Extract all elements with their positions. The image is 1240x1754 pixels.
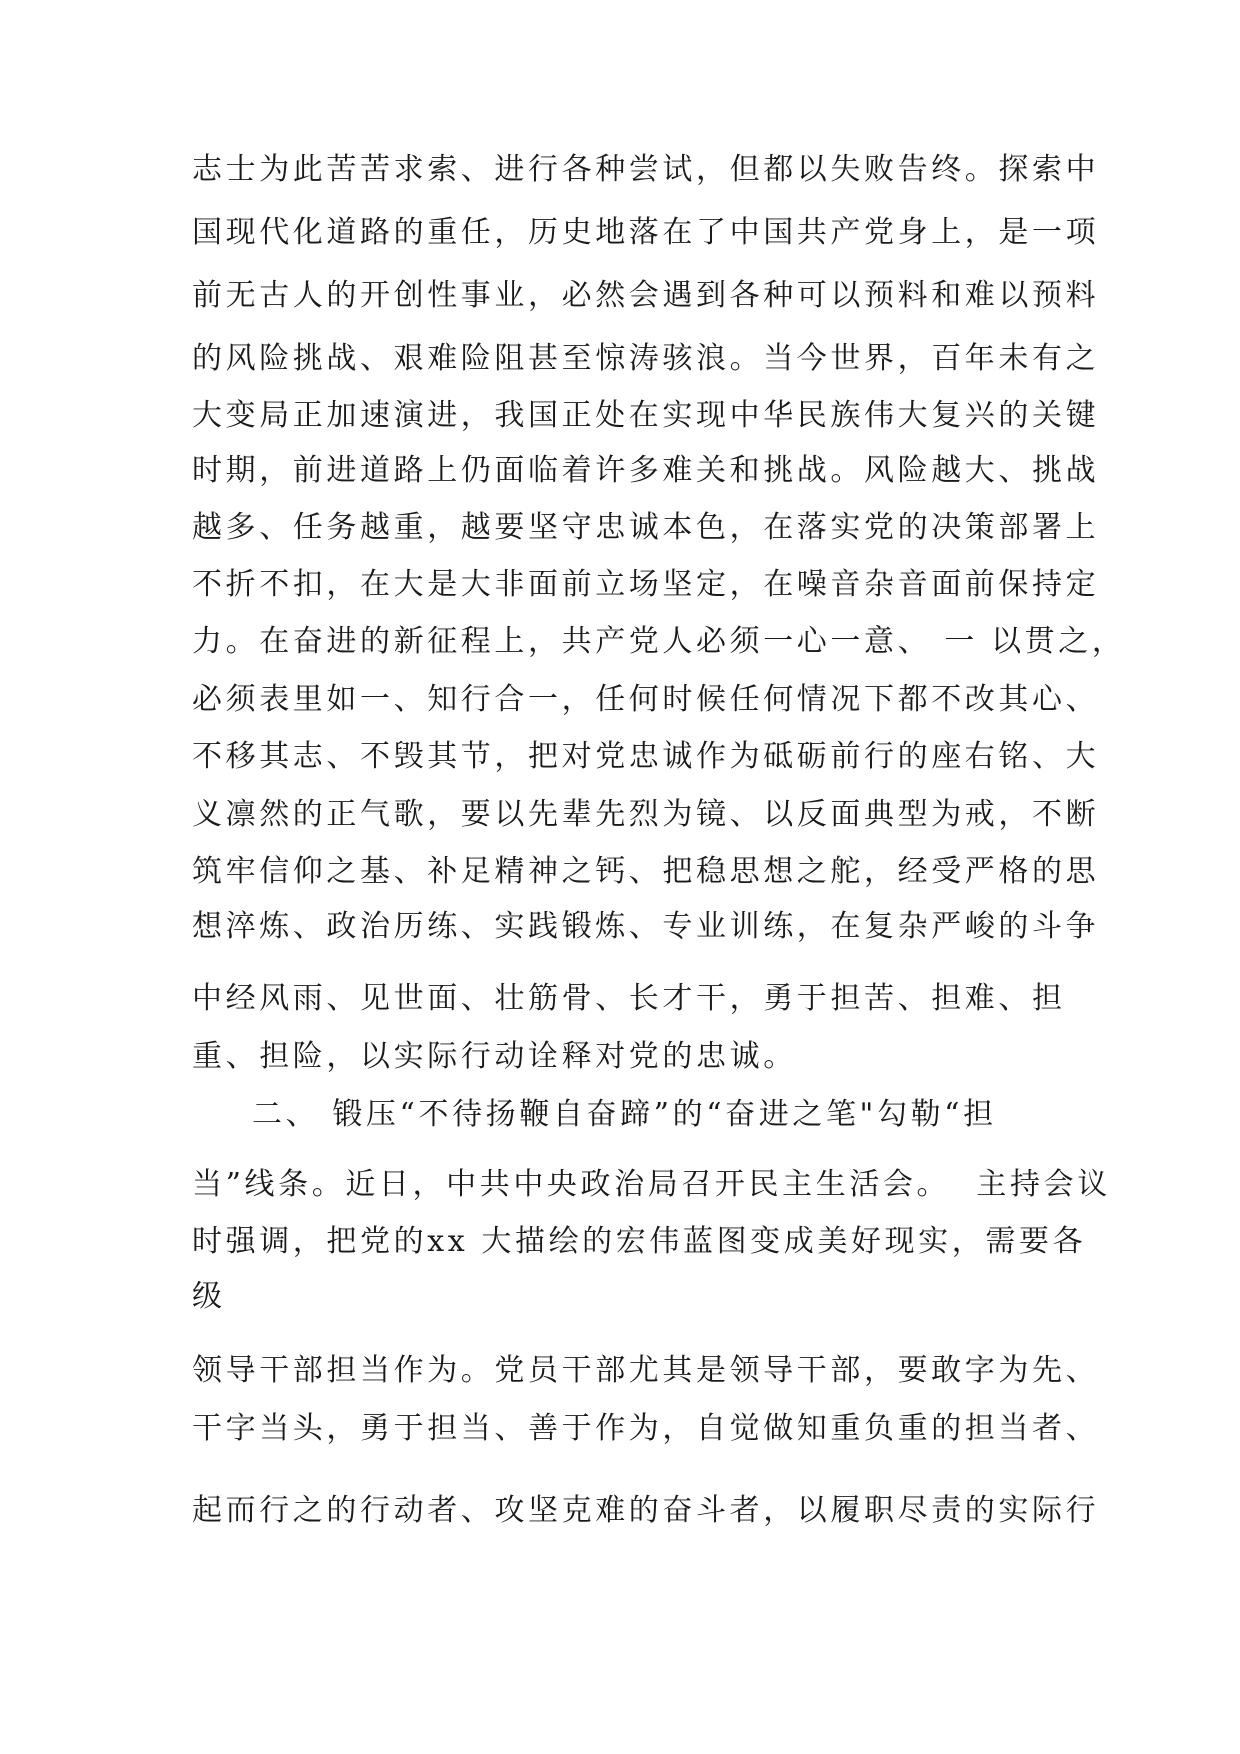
text-line: 当”线条。近日，中共中央政治局召开民主生活会。 主持会议 bbox=[192, 1167, 1111, 1202]
text-line: 中经风雨、见世面、壮筋骨、长才干，勇于担苦、担难、担 bbox=[192, 981, 1066, 1016]
text-line: 义凛然的正气歌，要以先辈先烈为镜、以反面典型为戒，不断 bbox=[192, 797, 1100, 832]
text-line: 重、担险，以实际行动诠释对党的忠诚。 bbox=[192, 1039, 797, 1074]
text-line: 的风险挑战、艰难险阻甚至惊涛骇浪。当今世界，百年未有之 bbox=[192, 341, 1100, 376]
text-line: 时期，前进道路上仍面临着许多难关和挑战。风险越大、挑战 bbox=[192, 453, 1100, 488]
text-line: 国现代化道路的重任，历史地落在了中国共产党身上，是一项 bbox=[192, 215, 1100, 250]
text-line: 越多、任务越重，越要坚守忠诚本色，在落实党的决策部署上 bbox=[192, 510, 1100, 545]
section-heading-line: 二、 锻压“不待扬鞭自奋蹄”的“奋进之笔"勾勒“担 bbox=[252, 1097, 997, 1132]
text-line: 级 bbox=[192, 1279, 226, 1314]
text-line: 志士为此苦苦求索、进行各种尝试，但都以失败告终。探索中 bbox=[192, 152, 1100, 187]
text-line: 干字当头，勇于担当、善于作为，自觉做知重负重的担当者、 bbox=[192, 1411, 1100, 1446]
text-line: 不移其志、不毁其节，把对党忠诚作为砥砺前行的座右铭、大 bbox=[192, 739, 1100, 774]
text-line: 想淬炼、政治历练、实践锻炼、专业训练，在复杂严峻的斗争 bbox=[192, 909, 1100, 944]
text-line: 大变局正加速演进，我国正处在实现中华民族伟大复兴的关键 bbox=[192, 398, 1100, 433]
text-line: 起而行之的行动者、攻坚克难的奋斗者，以履职尽责的实际行 bbox=[192, 1493, 1100, 1528]
text-line: 力。在奋进的新征程上，共产党人必须一心一意、 一 以贯之， bbox=[192, 624, 1126, 659]
text-line: 筑牢信仰之基、补足精神之钙、把稳思想之舵，经受严格的思 bbox=[192, 854, 1100, 889]
text-line: 必须表里如一、知行合一，任何时候任何情况下都不改其心、 bbox=[192, 682, 1100, 717]
text-line: 不折不扣，在大是大非面前立场坚定，在噪音杂音面前保持定 bbox=[192, 567, 1100, 602]
text-line: 时强调，把党的xx 大描绘的宏伟蓝图变成美好现实，需要各 bbox=[192, 1224, 1087, 1259]
text-line: 前无古人的开创性事业，必然会遇到各种可以预料和难以预料 bbox=[192, 278, 1100, 313]
text-line: 领导干部担当作为。党员干部尤其是领导干部，要敢字为先、 bbox=[192, 1353, 1100, 1388]
